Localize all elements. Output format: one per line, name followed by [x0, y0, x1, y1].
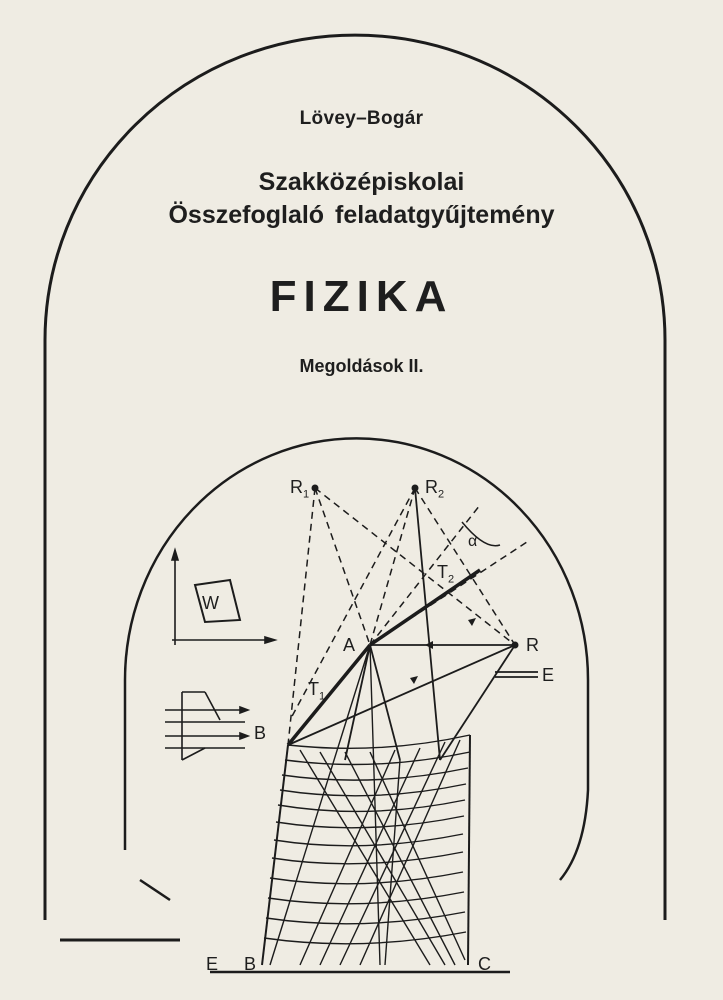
b-field-diagram: [165, 692, 248, 760]
label-r2: $R_2$: [425, 477, 445, 501]
label-t1: $T_1$: [308, 679, 326, 703]
label-w: W: [202, 593, 219, 613]
book-title: FIZIKA: [269, 272, 454, 321]
label-b-bottom: B: [244, 954, 257, 974]
label-b-left: B: [254, 723, 267, 743]
w-diagram: [172, 550, 275, 645]
label-t2: $T_2$: [437, 562, 455, 586]
optics-figure: [288, 485, 538, 761]
author: Lövey–Bogár: [299, 108, 424, 129]
label-r1: $R_1$: [290, 477, 310, 501]
book-subtitle: Megoldások II.: [299, 356, 424, 376]
label-e-right: E: [542, 665, 555, 685]
series-title-line-1: Szakközépiskolai: [258, 168, 465, 196]
inner-arch: [125, 438, 588, 900]
label-e-bottom: E: [206, 954, 219, 974]
series-title-line-2: Összefoglaló feladatgyűjtemény: [168, 201, 555, 229]
label-r: R: [526, 635, 539, 655]
label-alpha: α: [468, 533, 478, 550]
label-c: C: [478, 954, 491, 974]
label-a: A: [343, 635, 356, 655]
